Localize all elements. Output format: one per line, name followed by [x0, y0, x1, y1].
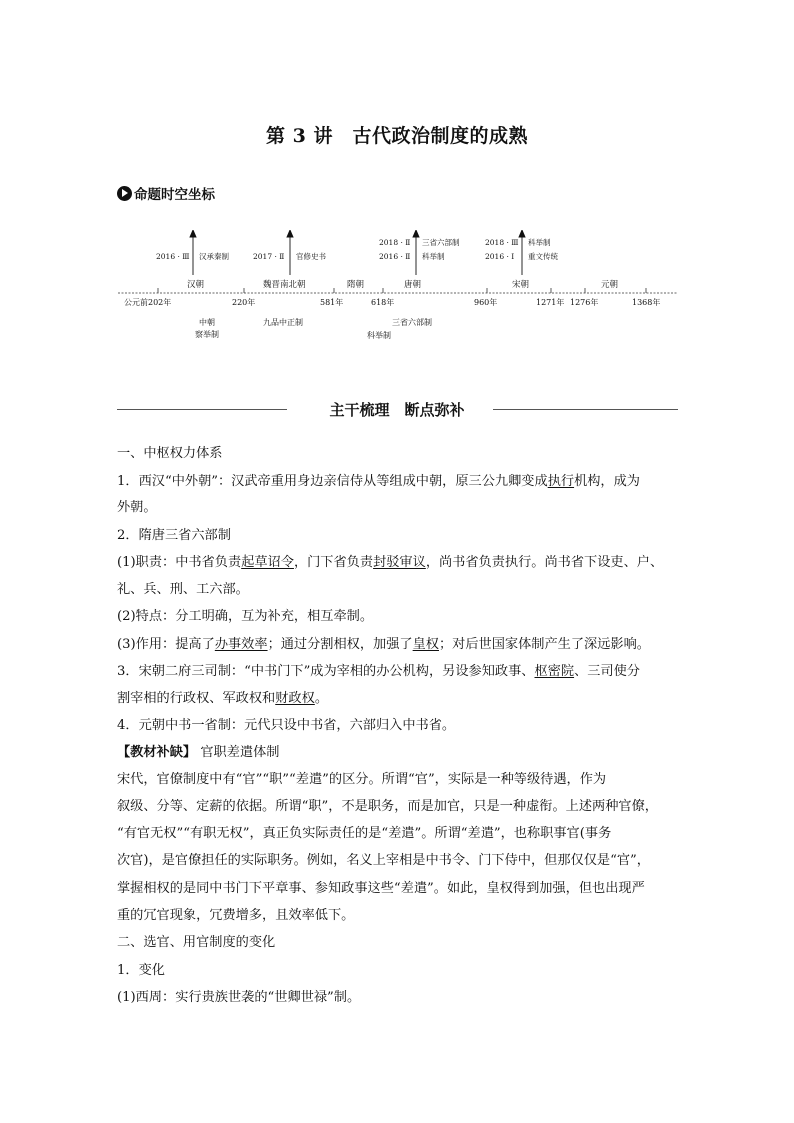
supplement-line-3: “有官无权”“有职无权”，真正负实际责任的是“差遣”。所谓“差遣”，也称职事官(事务 [117, 826, 612, 841]
supplement-line-5: 掌握相权的是同中书门下平章事、参知政事这些“差遣”。如此，皇权得到加强，但也出现严 [117, 881, 645, 896]
section-divider-title: 主干梳理 断点弥补 [329, 401, 465, 419]
timeline-diagram [0, 230, 794, 342]
heading-three-depts: 2．隋唐三省六部制 [117, 528, 231, 543]
supplement-line-4: 次官)，是官僚担任的实际职务。例如，名义上宰相是中书令、门下侍中，但那仅仅是“官”， [117, 853, 650, 868]
supplement-title: 官职差遣体制 [200, 745, 280, 760]
supplement-heading [117, 743, 279, 762]
supplement-line-2: 叙级、分等、定薪的依据。所谓“职”，不是职务，而是加官，只是一种虚衔。上述两种官僚， [117, 799, 658, 814]
year-5: 960年 [474, 298, 498, 307]
dynasty-han: 汉朝 [187, 280, 205, 290]
bottom-label-3: 九品中正制 [263, 318, 303, 327]
dynasty-weijin: 魏晋南北朝 [263, 280, 306, 290]
year-7: 1276年 [570, 298, 599, 307]
tl-text-6: 重文传统 [528, 252, 558, 261]
supplement-line-1: 宋代，官僚制度中有“官”“职”“差遣”的区分。所谓“官”，实际是一种等级待遇，作为 [117, 772, 607, 787]
blank-finance-power: 财政权 [275, 691, 315, 706]
para-features: (2)特点：分工明确，互为补充，相互牵制。 [117, 609, 374, 624]
dynasty-yuan: 元朝 [601, 280, 619, 290]
tl-year-6: 2016 · Ⅰ [485, 252, 515, 261]
para-effects: (3)作用：提高了办事效率；通过分割相权，加强了皇权；对后世国家体制产生了深远影响。 [117, 637, 650, 652]
tl-year-4: 2016 · Ⅱ [379, 252, 411, 261]
para-duties-line-2: 礼、兵、刑、工六部。 [117, 582, 249, 597]
bottom-label-5: 科举制 [367, 331, 391, 340]
blank-draft-edicts: 起草诏令 [241, 555, 294, 570]
tl-year-3: 2018 · Ⅱ [379, 238, 411, 247]
blank-efficiency: 办事效率 [214, 637, 268, 652]
tl-year-5: 2018 · Ⅲ [485, 238, 519, 247]
year-6: 1271年 [536, 298, 565, 307]
bottom-label-2: 察举制 [195, 330, 219, 339]
year-4: 618年 [371, 298, 395, 307]
supplement-tag: 【教材补缺】 [117, 745, 197, 760]
blank-privy-council: 枢密院 [534, 664, 575, 679]
year-3: 581年 [320, 298, 344, 307]
divider-line-right [493, 409, 678, 410]
year-2: 220年 [232, 298, 256, 307]
play-circle-icon [117, 186, 132, 201]
supplement-line-6: 重的冗官现象，冗费增多，且效率低下。 [117, 908, 355, 923]
tl-text-4: 科举制 [422, 252, 445, 261]
year-8: 1368年 [632, 298, 661, 307]
para-1-line-2: 外朝。 [117, 500, 157, 515]
page-title: 第 3 讲 古代政治制度的成熟 [266, 125, 528, 147]
tl-year-1: 2016 · Ⅲ [156, 252, 190, 261]
tl-year-2: 2017 · Ⅱ [253, 252, 285, 261]
dynasty-sui: 隋朝 [347, 280, 365, 290]
bottom-label-1: 中朝 [199, 318, 215, 327]
blank-executive: 执行 [547, 474, 575, 489]
para-1-line-1: 1．西汉“中外朝”：汉武帝重用身边亲信侍从等组成中朝，原三公九卿变成执行机构，成为 [117, 474, 640, 489]
dynasty-song: 宋朝 [512, 280, 530, 290]
section-label-text: 命题时空坐标 [134, 187, 215, 203]
blank-review: 封驳审议 [373, 555, 426, 570]
year-1: 公元前202年 [124, 298, 172, 307]
tl-text-3: 三省六部制 [422, 238, 460, 247]
section-label [117, 183, 215, 203]
bottom-label-4: 三省六部制 [392, 318, 432, 327]
para-yuan: 4．元朝中书一省制：元代只设中书省，六部归入中书省。 [117, 718, 456, 733]
para-western-zhou: (1)西周：实行贵族世袭的“世卿世禄”制。 [117, 990, 361, 1005]
heading-central-power: 一、中枢权力体系 [117, 446, 223, 461]
heading-official-selection: 二、选官、用官制度的变化 [117, 935, 276, 950]
tl-text-2: 官修史书 [296, 252, 326, 261]
para-song-line-2: 割宰相的行政权、军政权和财政权。 [117, 691, 328, 706]
para-duties-line-1: (1)职责：中书省负责起草诏令，门下省负责封驳审议，尚书省负责执行。尚书省下设吏、户、 [117, 555, 664, 570]
tl-text-1: 汉承秦制 [199, 252, 229, 261]
heading-changes: 1．变化 [117, 963, 165, 978]
blank-imperial-power: 皇权 [412, 637, 439, 652]
tl-text-5: 科举制 [528, 238, 551, 247]
dynasty-tang: 唐朝 [404, 280, 422, 290]
para-song-line-1: 3．宋朝二府三司制：“中书门下”成为宰相的办公机构，另设参知政事、枢密院、三司使分 [117, 664, 640, 679]
